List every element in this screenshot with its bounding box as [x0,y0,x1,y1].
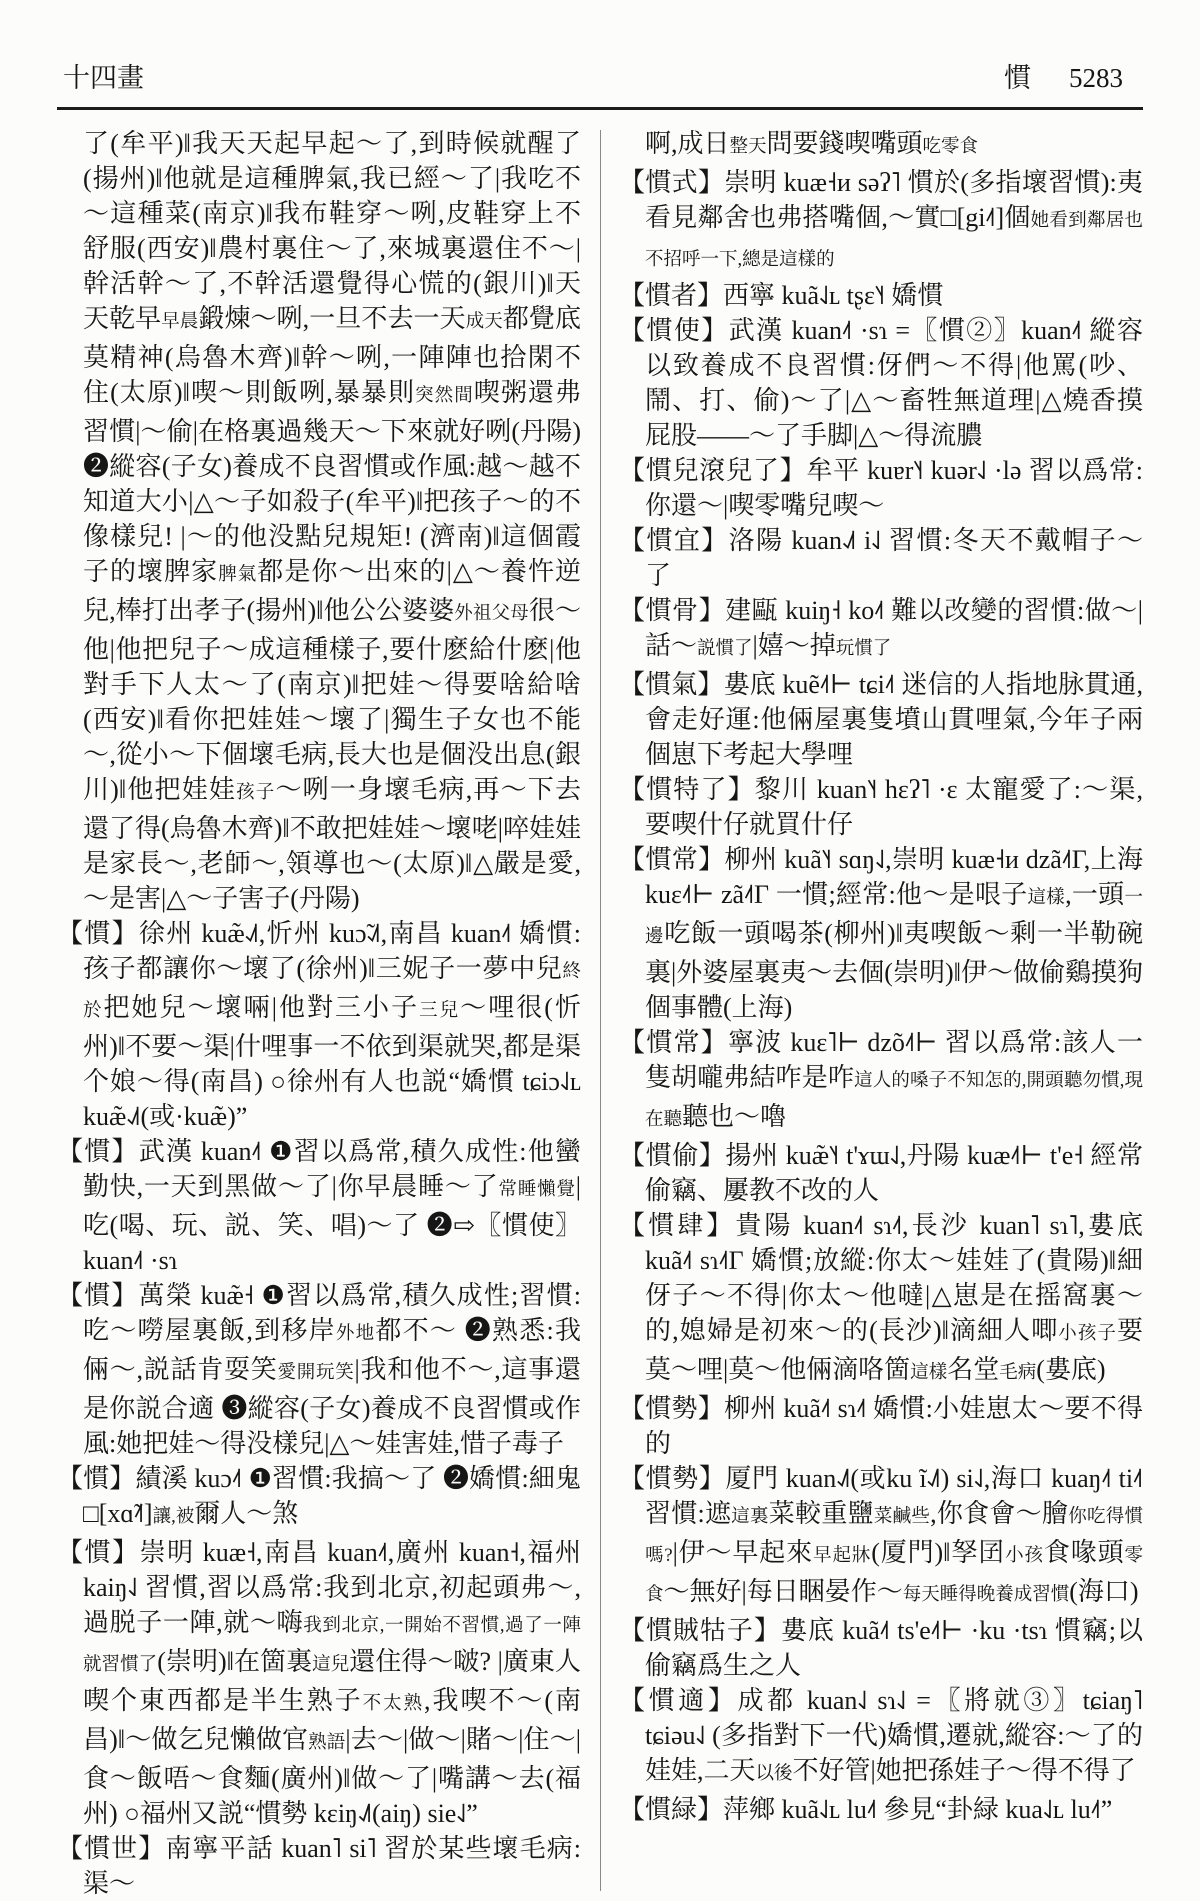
headword-label: 慣 [1004,63,1031,93]
dictionary-entry [619,1792,1143,1827]
gloss-small-text: 終於 [83,962,581,1021]
dictionary-entry [619,593,1143,667]
entry-text: 都不～ ❷熟悉:我倆～,説話肯耍笑 [83,1316,581,1384]
entry-text: 【慣特了】黎川 kuan˥˧ hɛʔ˥ ·ɛ 太寵愛了:～渠,要喫什仔就買什仔 [619,775,1143,839]
gloss-small-text: 説慣了 [697,639,753,659]
gloss-small-text: 讓,被 [152,1507,195,1527]
entry-text: |去～|做～|賭～|住～|食～飯唔～食麵(廣州)‖做～了|嘴講～去(福州) ○福州又説“慣勢 kɛiŋ˨˩˥(aiŋ) sie˨˩” [83,1725,581,1828]
entry-text: 都是你～出來的|△～養忤逆兒,棒打出孝子(揚州)‖他公公婆婆 [83,557,581,625]
entry-text: 吃飯一頭喝茶(柳州)‖夷喫飯～剩一半勒碗裏|外婆屋裏夷～去個(崇明)‖伊～做偷鷄摸狗個事體(上海) [645,919,1143,1022]
gloss-small-text: 小孩子 [1058,1324,1117,1344]
gloss-small-text: 每天睡得晚養成習慣 [902,1585,1070,1605]
gloss-small-text: 零食 [645,1546,1143,1605]
entry-text: 【慣常】柳州 kuã˥˧ sɑŋ˨˩,崇明 kuæ˧ᴎ dzã˨˦Γ,上海 kuɛ˨˦⊢ zã˨˦Γ 一慣;經常:他～是哏子 [619,845,1143,909]
entry-text: 啊,成日 [645,129,730,158]
dictionary-entry [57,1134,581,1278]
gloss-small-text: 外地 [335,1324,376,1344]
entry-text: 【慣氣】婁底 kuẽ˨˦⊢ tɕi˨˦ 迷信的人指地脉貫通,會走好運:他倆屋裏隻墳山貫哩氣,今年子兩個崽下考起大學哩 [619,670,1143,769]
entry-text: 【慣】徐州 kuæ̃˨˩˦,忻州 kuɔ̃˨˩˦,南昌 kuan˨˦ 嬌慣:孩子都讓你～壞了(徐州)‖三妮子一夢中兒 [57,919,581,983]
left-column [57,126,581,1901]
gloss-small-text: 不太熟 [362,1694,425,1714]
gloss-small-text: 吃零食 [922,137,979,157]
entry-text: 聽也～嚕 [682,1102,787,1131]
gloss-small-text: 這人的嗓子不知怎的,開頭聽勿慣,現在聽 [645,1071,1143,1130]
gloss-small-text: 一邊 [645,888,1143,947]
dictionary-entry [619,313,1143,453]
entry-text: 【慣世】南寧平話 kuan˥ si˥ 習於某些壞毛病:渠～ [57,1834,581,1898]
gloss-small-text: 這樣 [910,1363,948,1383]
entry-text: (婁底) [1036,1355,1106,1384]
entry-text: 【慣使】武漢 kuan˨˦ ·sɿ =〖慣②〗kuan˨˦ 縱容以致養成不良習慣:伢們～不得|他罵(吵、鬧、打、偷)～了|△～畜牲無道理|△燒香摸屁股——～了手脚|△～得流膿 [619,316,1143,450]
section-label: 十四畫 [63,63,144,93]
entry-text: ,我喫不～(南昌)‖～做乞兒懶做官 [83,1686,581,1754]
dictionary-entry [619,1461,1143,1613]
gloss-small-text: 她看到鄰居也不招呼一下,總是這樣的 [645,211,1143,270]
entry-text: 了(牟平)‖我天天起早起～了,到時候就醒了(揚州)‖他就是這種脾氣,我已經～了|我吃不～這種菜(南京)‖我布鞋穿～咧,皮鞋穿上不舒服(西安)‖農村裏住～了,來城裏還住不～|幹活幹～了,不幹活還覺得心慌的(銀川)‖天天乾早 [83,129,581,333]
dictionary-entry [619,523,1143,593]
dictionary-entry [619,453,1143,523]
entry-text: 食喙頭 [1043,1538,1125,1567]
dictionary-entry [619,1613,1143,1683]
header-rule [57,107,1143,110]
entry-text: 【慣】萬榮 kuæ̃˧ ❶習以爲常,積久成性;習慣:吃～嘮屋裏飯,到移岸 [57,1281,581,1345]
entry-text: 還住得～啵? |廣東人喫个東西都是半生熟子 [83,1647,581,1715]
entry-text: 都覺底莫精神(烏魯木齊)‖幹～咧,一陣陣也拾閑不住(太原)‖喫～則飯咧,暴暴則 [83,304,581,407]
dictionary-entry [619,1025,1143,1138]
gloss-small-text: 以後 [755,1764,793,1784]
entry-text: 【慣式】崇明 kuæ˧ᴎ səʔ˥ 慣於(多指壞習慣):夷看見鄰舍也弗搭嘴個,～實□[gi˨˦]個 [619,168,1143,232]
gloss-small-text: 脾氣 [218,565,258,585]
gloss-small-text: 成天 [465,312,503,332]
entry-text: 【慣常】寧波 kuɛ˥⊢ dzõ˨˦⊢ 習以爲常:該人一隻胡嚨弗結咋是咋 [619,1028,1143,1092]
entry-text: 【慣適】成都 kuan˨˩ sɿ˨˩ =〖將就③〗tɕiaŋ˥ tɕiəu˨˩ (多指對下一代)嬌慣,遷就,縱容:～了的娃娃,二天 [619,1686,1143,1785]
entry-text: ～哩很(忻州)‖不要～渠|什哩事一不依到渠就哭,都是渠个娘～得(南昌) ○徐州有人也説“嬌慣 tɕiɔ˨˩ʟ kuæ̃˨˩˦(或·kuæ̃)” [83,993,581,1131]
entry-text: ,一頭 [1065,880,1125,909]
entry-text: 【慣】武漢 kuan˨˦ ❶習以爲常,積久成性:他蠻勤快,一天到黑做～了|你早晨睡～了 [57,1137,581,1201]
entry-text: 【慣兒滾兒了】牟平 kuɐr˥˧ kuər˨˩ ·lə 習以爲常:你還～|喫零嘴兒喫～ [619,456,1143,520]
entry-text: |伊～早起來 [672,1538,814,1567]
right-column [619,126,1143,1901]
text-columns [57,126,1143,1901]
continuation-paragraph [619,126,1143,165]
dictionary-entry [619,667,1143,772]
entry-text: 【慣】績溪 kuɔ˨˦ ❶習慣:我搞～了 ❷嬌慣:細鬼□[xɑ̃˨˦] [57,1464,581,1528]
gloss-small-text: 熟語 [308,1733,346,1753]
entry-text: 把她兒～壞啢|他對三小子 [103,993,420,1022]
dictionary-entry [57,916,581,1134]
dictionary-entry [619,165,1143,278]
gloss-small-text: 孩子 [236,783,276,803]
dictionary-entry [57,1831,581,1901]
dictionary-entry [619,1138,1143,1208]
dictionary-entry [619,1683,1143,1792]
entry-text: (崇明)‖在箇裏 [157,1647,313,1676]
gloss-small-text: 常睡懶覺 [498,1180,576,1200]
gloss-small-text: 玩慣了 [835,639,892,659]
dictionary-entry [619,842,1143,1025]
dictionary-entry [57,1278,581,1461]
entry-text: 名堂 [947,1355,1000,1384]
gloss-small-text: 你吃得慣嗎? [645,1507,1143,1566]
entry-text: ～咧一身壞毛病,再～下去還了得(烏魯木齊)‖不敢把娃娃～壞咾|啐娃娃是家長～,老師～,領導也～(太原)‖△嚴是愛,～是害|△～子害子(丹陽) [83,775,581,913]
column-divider [600,130,601,1891]
entry-text: 要莫～哩|莫～他倆滴咯箇 [645,1316,1143,1384]
entry-text: 喫粥還弗習慣|～偷|在格裏過幾天～下來就好咧(丹陽) ❷縱容(子女)養成不良習慣或作風:越～越不知道大小|△～子如殺子(牟平)‖把孩子～的不像樣兒! |～的他没點兒規矩! (濟南)‖這個霞子的壞脾家 [83,378,581,586]
entry-text: |我和他不～,這事還是你説合適 ❸縱容(子女)養成不良習慣或作風:她把娃～得没樣兒|△～娃害娃,惜子毒子 [83,1355,581,1458]
entry-text: 問要錢喫嘴頭 [766,129,923,158]
dictionary-entry [57,1535,581,1831]
gloss-small-text: 突然間 [415,386,474,406]
entry-text: 【慣者】西寧 kuã˨˩ʟ tʂɛ˥˧ 嬌慣 [619,281,944,310]
entry-text: (厦門)‖孥囝 [871,1538,1006,1567]
page-header [57,50,1143,107]
entry-text: 【慣肆】貴陽 kuan˨˦ sɿ˨˦,長沙 kuan˥ sɿ˥,婁底 kuã˨˦ sɿ˨˦Γ 嬌慣;放縱:你太～娃娃了(貴陽)‖細伢子～不得|你太～他噠|△崽是在摇窩裏～的,媳婦是初來～的(長沙)‖滴細人唧 [619,1211,1143,1345]
gloss-small-text: 菜鹹些 [873,1507,931,1527]
entry-text: 【慣宜】洛陽 kuan˨˩˦ i˨˩ 習慣:冬天不戴帽子～了 [619,526,1143,590]
entry-text: 【慣賊牯子】婁底 kuã˨˦ ts'e˨˦⊢ ·ku ·tsɿ 慣竊;以偷竊爲生之人 [619,1616,1143,1680]
entry-text: 【慣勢】厦門 kuan˨˩˥(或ku ĩ˨˩˥) si˨˩,海口 kuaŋ˨˦ ti˨˦ 習慣:遮 [619,1464,1143,1528]
entry-text: |嬉～掉 [752,631,836,660]
entry-text: 不好管|她把孫娃子～得不得了 [792,1756,1136,1785]
continuation-paragraph [57,126,581,916]
entry-text: 很～他|他把兒子～成這種樣子,要什麽給什麽|他對手下人太～了(南京)‖把娃～得要啥給啥(西安)‖看你把娃娃～壞了|獨生子女也不能～,從小～下個壞毛病,長大也是個没出息(銀川)‖他把娃娃 [83,596,581,804]
gloss-small-text: 外祖父母 [454,604,529,624]
gloss-small-text: 毛病 [999,1363,1037,1383]
dictionary-entry [619,772,1143,842]
entry-text: 【慣偷】揚州 kuæ̃˥˧ t'ɤɯ˨˩,丹陽 kuæ˨˦⊢ t'e˧ 經常偷竊、屢教不改的人 [619,1141,1143,1205]
dictionary-entry [619,1391,1143,1461]
entry-text: ,你食會～膾 [930,1499,1069,1528]
gloss-small-text: 早晨 [161,312,199,332]
gloss-small-text: 這裏 [731,1507,769,1527]
gloss-small-text: 這樣 [1027,888,1066,908]
dictionary-entry [57,1461,581,1535]
gloss-small-text: 這兒 [312,1655,350,1675]
gloss-small-text: 愛開玩笑 [277,1363,355,1383]
entry-text: |吃(喝、玩、説、笑、唱)～了 ❷⇨〖慣使〗kuan˨˦ ·sɿ [83,1172,581,1275]
entry-text: 菜較重鹽 [768,1499,874,1528]
gloss-small-text: 三兒 [419,1001,461,1021]
gloss-small-text: 我到北京,一開始不習慣,過了一陣就習慣了 [83,1616,581,1675]
entry-text: (海口) [1069,1577,1139,1606]
entry-text: 【慣緑】萍鄉 kuã˨˩ʟ lu˨˦ 參見“卦緑 kua˨˩ʟ lu˨˦” [619,1795,1113,1824]
entry-text: ～無好|每日睏晏作～ [663,1577,903,1606]
gloss-small-text: 整天 [729,137,767,157]
entry-text: 鍛煉～咧,一旦不去一天 [198,304,466,333]
entry-text: 【慣】崇明 kuæ˧,南昌 kuan˨˦,廣州 kuan˧,福州 kaiŋ˨˩ 習慣,習以爲常:我到北京,初起頭弗～,過脱子一陣,就～嗨 [57,1538,581,1637]
entry-text: 【慣勢】柳州 kuã˨˦ sɿ˨˦ 嬌慣:小娃崽太～要不得的 [619,1394,1143,1458]
entry-text: 【慣骨】建甌 kuiŋ˧ ko˨˦ 難以改變的習慣:做～|話～ [619,596,1143,660]
dictionary-entry [619,278,1143,313]
entry-text: 爾人～煞 [194,1499,299,1528]
page-number: 5283 [1069,63,1123,93]
gloss-small-text: 早起牀 [813,1546,872,1566]
dictionary-entry [619,1208,1143,1391]
gloss-small-text: 小孩 [1005,1546,1044,1566]
